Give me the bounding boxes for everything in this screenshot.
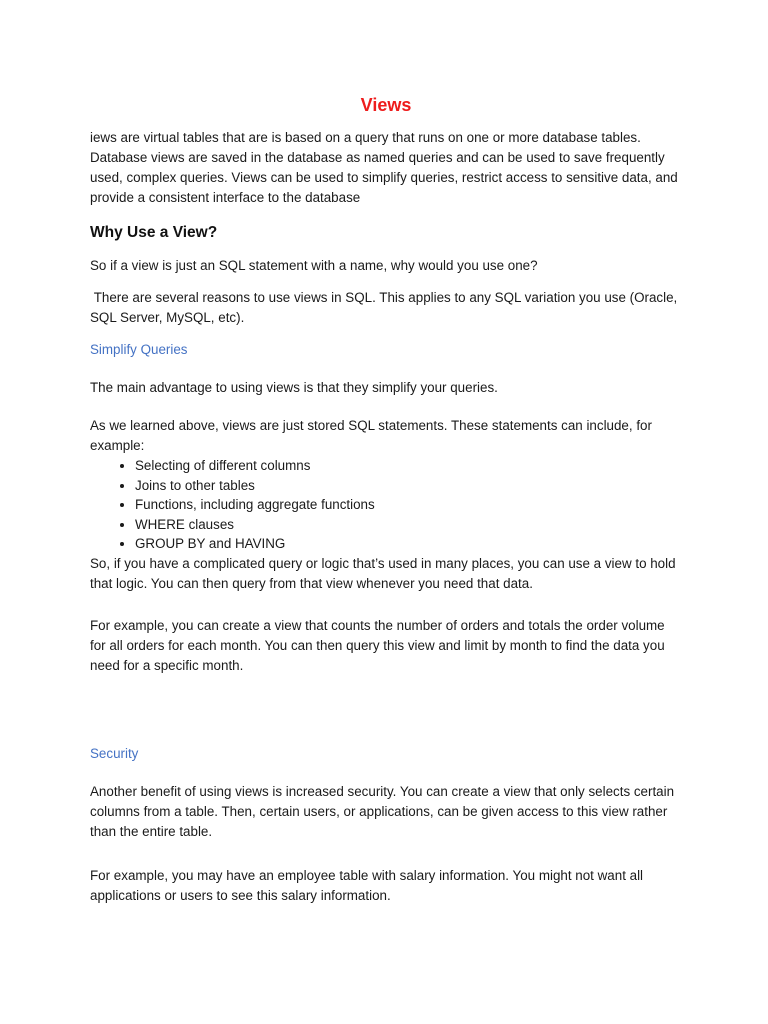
- why-paragraph-1: So if a view is just an SQL statement with a name, why would you use one?: [90, 258, 538, 273]
- page-title: Views: [360, 95, 412, 115]
- security-heading: Security: [90, 745, 139, 761]
- simplify-paragraph-4: For example, you can create a view that counts the number of orders and totals the order volume for all orders for each month. You can then query this view and limit by month to find the data you need for a specific month.: [90, 617, 665, 673]
- simplify-bullet-list: [90, 456, 682, 554]
- list-item: • GROUP BY and HAVING: [135, 534, 682, 554]
- security-paragraph-2: For example, you may have an employee table with salary information. You might not want all applications or users to see this salary information.: [90, 867, 644, 903]
- security-paragraph-1: Another benefit of using views is increased security. You can create a view that only selects certain columns from a table. Then, certain users, or applications, can be given access to this view rather than the entire table.: [90, 783, 675, 839]
- why-paragraph-2: There are several reasons to use views in SQL. This applies to any SQL variation you use (Oracle, SQL Server, MySQL, etc).: [90, 290, 681, 325]
- list-item: • Functions, including aggregate functions: [135, 495, 682, 515]
- why-heading: Why Use a View?: [90, 224, 218, 241]
- simplify-heading: Simplify Queries: [90, 342, 188, 357]
- simplify-paragraph-1: The main advantage to using views is that they simplify your queries.: [90, 380, 498, 395]
- document-page: [90, 92, 682, 906]
- list-item: • WHERE clauses: [135, 515, 682, 535]
- intro-paragraph: iews are virtual tables that are is based on a query that runs on one or more database tables. Database views are saved in the database as named queries and can be used to save frequently used, complex queries. Views can be used to simplify queries, restrict access to sensitive data, and provide a consistent interface to the database: [90, 130, 678, 205]
- simplify-paragraph-3: So, if you have a complicated query or logic that’s used in many places, you can use a view to hold that logic. You can then query from that view whenever you need that data.: [90, 555, 676, 591]
- list-item: • Joins to other tables: [135, 476, 682, 496]
- simplify-paragraph-2: As we learned above, views are just stored SQL statements. These statements can include, for example:: [90, 418, 652, 453]
- list-item: • Selecting of different columns: [135, 456, 682, 476]
